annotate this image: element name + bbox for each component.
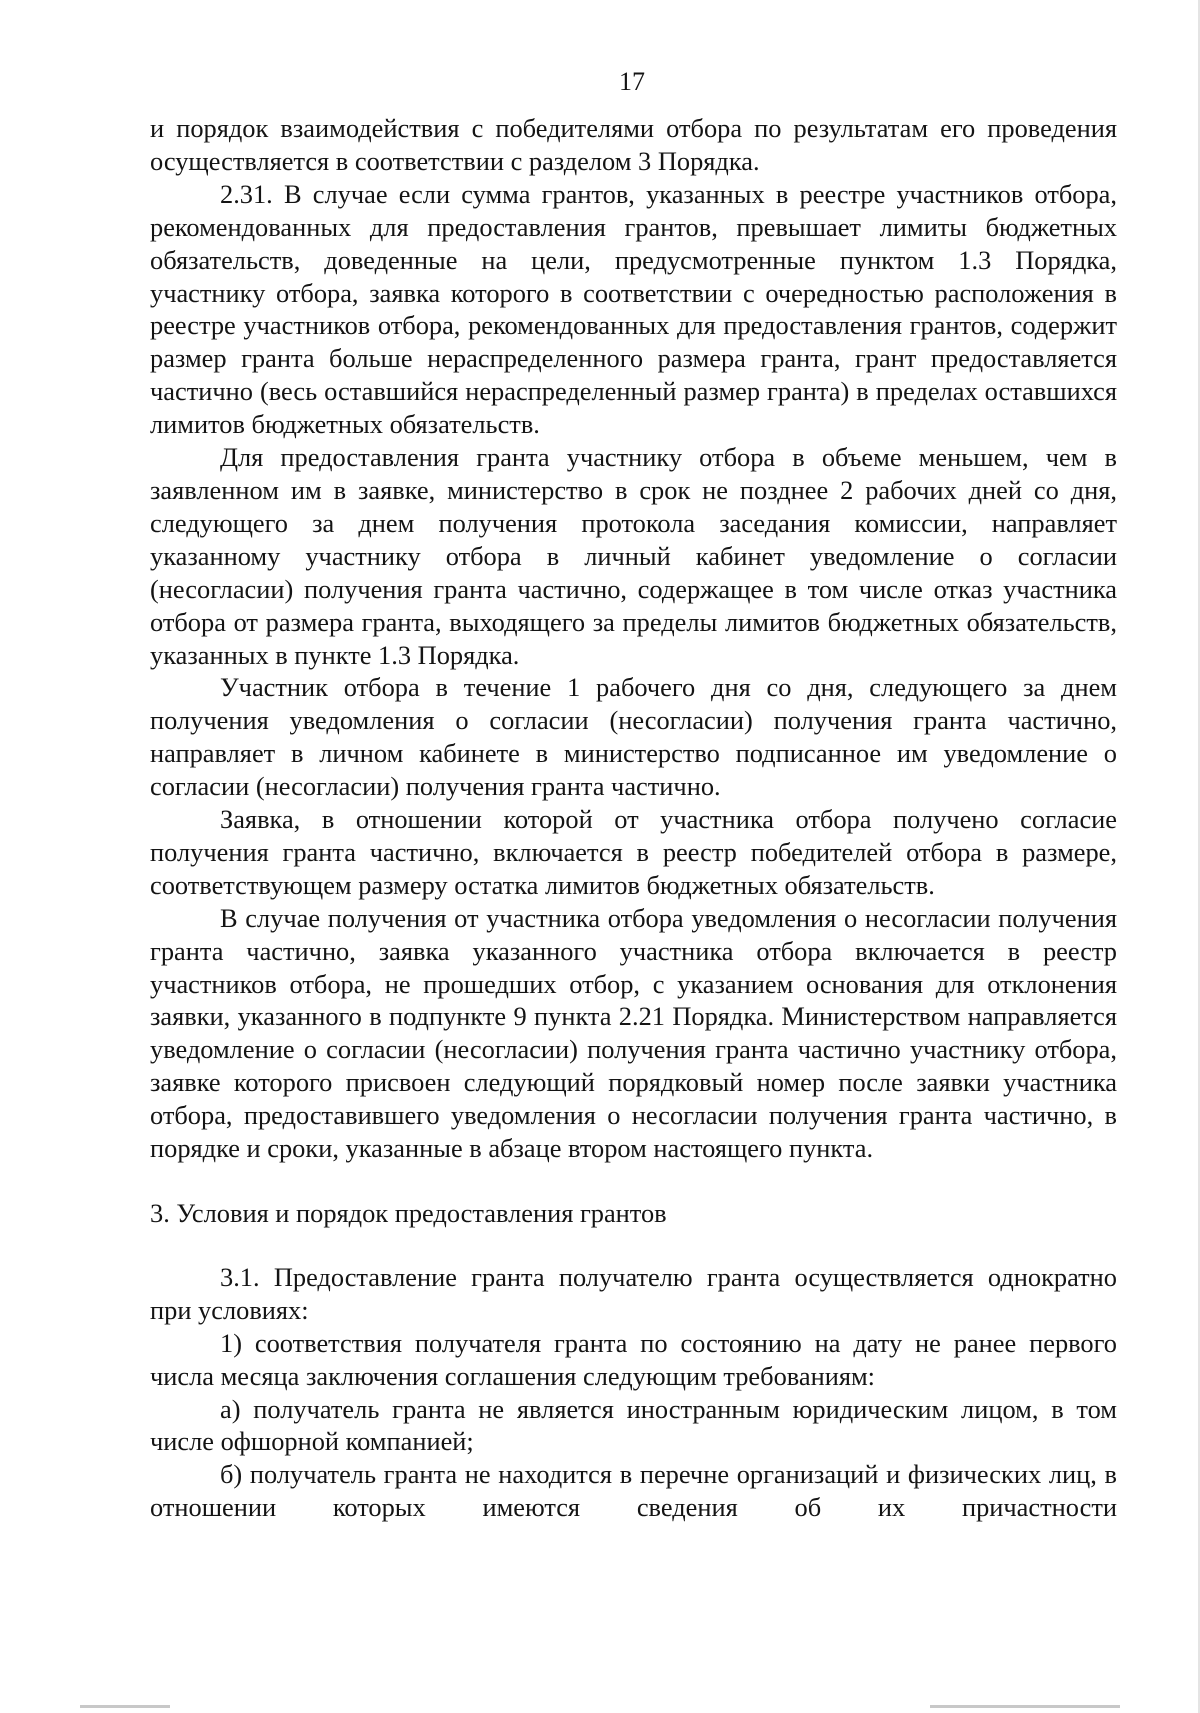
paragraph-2-31: 2.31. В случае если сумма грантов, указанных в реестре участников отбора, рекомендованных для предоставления грантов, превышает лимиты бюджетных обязательств, доведенные на цели, предусмотренные пунктом 1.3 Порядка, участнику отбора, заявка которого в соответствии с очередностью расположения в реестре участников отбора, рекомендованных для предоставления грантов, содержит размер гранта больше нераспределенного размера гранта, грант предоставляется частично (весь оставшийся нераспределенный размер гранта) в пределах оставшихся лимитов бюджетных обязательств. [150,178,1117,440]
paragraph-continuation: и порядок взаимодействия с победителями отбора по результатам его проведения осуществляется в соответствии с разделом 3 Порядка. [150,113,1117,176]
paragraph-partial-grant-notice: Для предоставления гранта участнику отбора в объеме меньшем, чем в заявленном им в заявке, министерство в срок не позднее 2 рабочих дней со дня, следующего за днем получения протокола заседания комиссии, направляет указанному участнику отбора в личный кабинет уведомление о согласии (несогласии) получения гранта частично, содержащее в том числе отказ участника отбора от размера гранта, выходящего за пределы лимитов бюджетных обязательств, указанных в пункте 1.3 Порядка. [150,442,1117,670]
paragraph-condition-1: 1) соответствия получателя гранта по состоянию на дату не ранее первого числа месяца заключения соглашения следующим требованиям: [150,1327,1117,1391]
paragraph-consent-registry: Заявка, в отношении которой от участника отбора получено согласие получения гранта частично, включается в реестр победителей отбора в размере, соответствующем размеру остатка лимитов бюджетных обязательств. [150,804,1117,900]
paragraph-condition-b: б) получатель гранта не находится в перечне организаций и физических лиц, в отношении которых имеются сведения об их причастности [150,1459,1117,1523]
document-body [150,112,1117,1524]
paragraph-refusal-procedure: В случае получения от участника отбора уведомления о несогласии получения гранта частично, заявка указанного участника отбора включается в реестр участников отбора, не прошедших отбор, с указанием основания для отклонения заявки, указанного в подпункте 9 пункта 2.21 Порядка. Министерством направляется уведомление о согласии (несогласии) получения гранта частично участнику отбора, заявке которого присвоен следующий порядковый номер после заявки участника отбора, предоставившего уведомления о несогласии получения гранта частично, в порядке и сроки, указанные в абзаце втором настоящего пункта. [150,902,1117,1164]
section-heading: 3. Условия и порядок предоставления грантов [150,1198,667,1228]
scan-artifact [930,1705,1120,1708]
paragraph-condition-a: а) получатель гранта не является иностранным юридическим лицом, в том числе офшорной компанией; [150,1393,1117,1457]
paragraph-participant-response: Участник отбора в течение 1 рабочего дня со дня, следующего за днем получения уведомления о согласии (несогласии) получения гранта частично, направляет в личном кабинете в министерство подписанное им уведомление о согласии (несогласии) получения гранта частично. [150,672,1117,802]
page-number: 17 [619,67,645,96]
scan-artifact [80,1705,170,1708]
paragraph-3-1: 3.1. Предоставление гранта получателю гранта осуществляется однократно при условиях: [150,1261,1117,1325]
